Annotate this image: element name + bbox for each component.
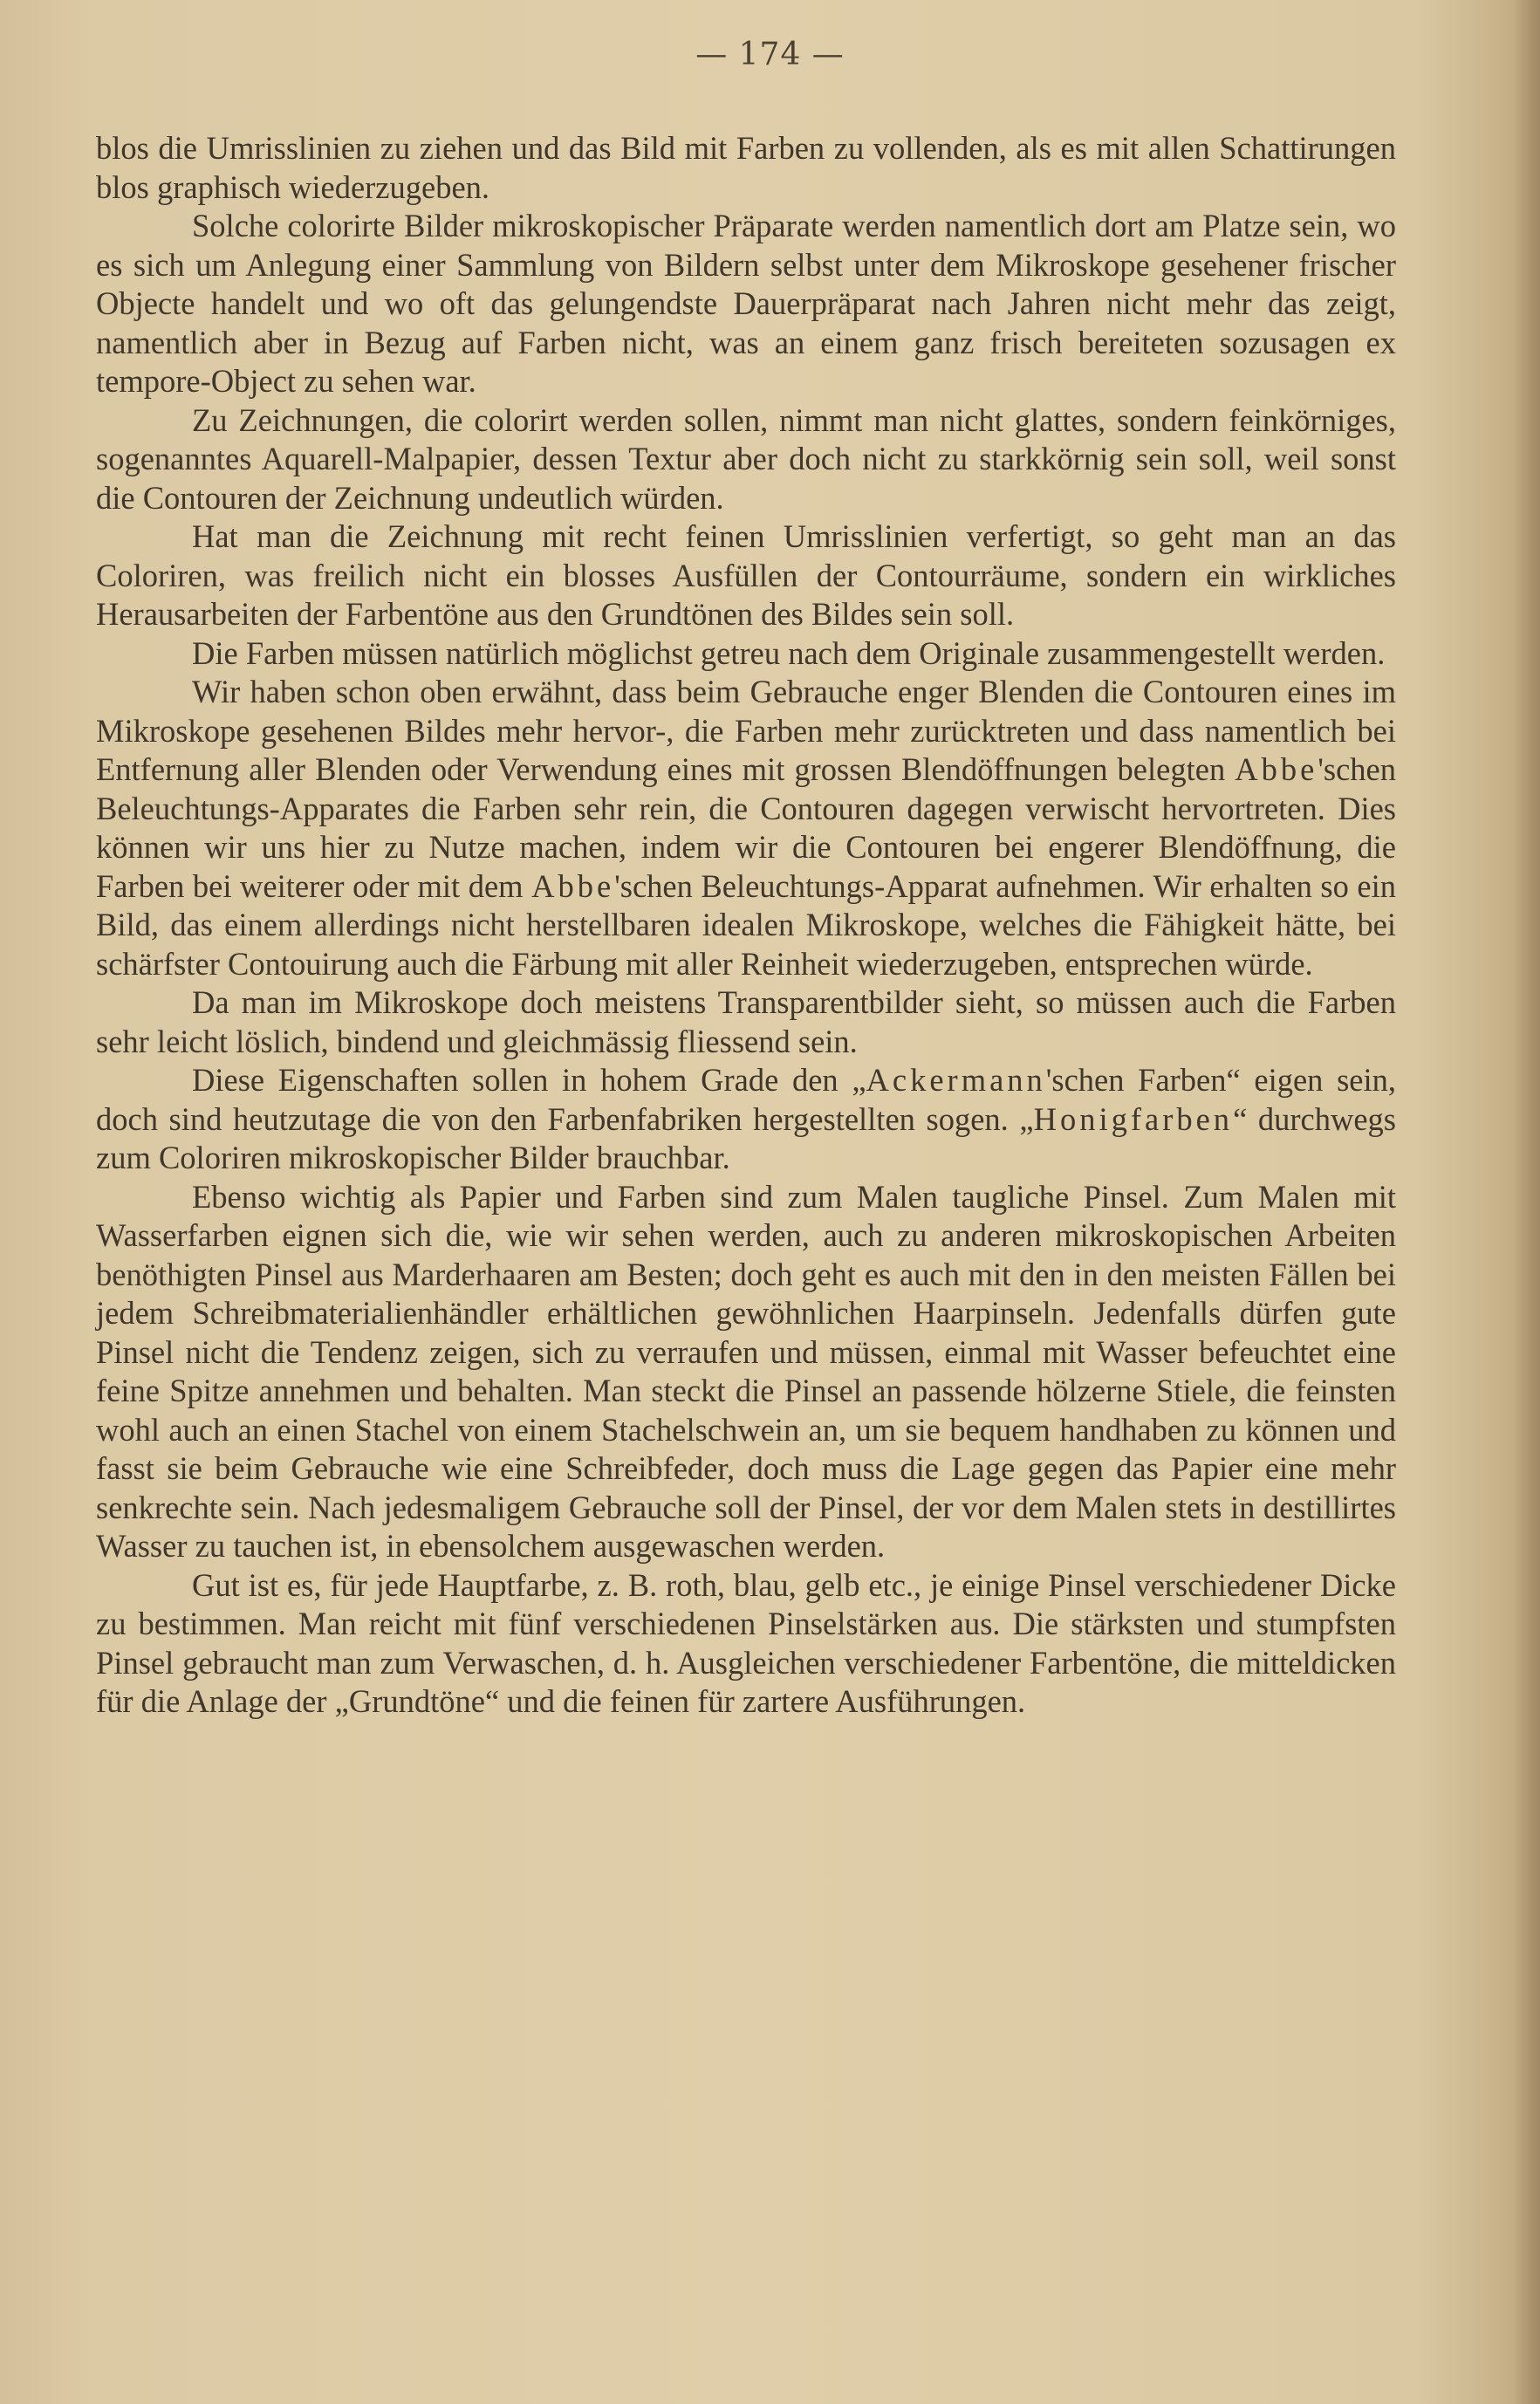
text-run: “ durchwegs zum Coloriren mikroskopischer Bilder brauchbar. [96, 1100, 1396, 1175]
paragraph: Die Farben müssen natürlich möglichst getreu nach dem Originale zusammengestellt werden. [192, 634, 1386, 671]
paragraph [96, 1061, 1396, 1178]
emphasized-term: Honigfarben [1033, 1100, 1234, 1137]
paragraph: Ebenso wichtig als Papier und Farben sind zum Malen taugliche Pinsel. Zum Malen mit Wasserfarben eignen sich die, wie wir sehen werden, auch zu anderen mikroskopischen Arbeiten benöthigten Pinsel aus Marderhaaren am Besten; doch geht es auch mit den in den meisten Fällen bei jedem Schreibmaterialienhändler erhältlichen gewöhnlichen Haarpinseln. Jedenfalls dürfen gute Pinsel nicht die Tendenz zeigen, sich zu verraufen und müssen, einmal mit Wasser befeuchtet eine feine Spitze annehmen und behalten. Man steckt die Pinsel an passende hölzerne Stiele, die feinsten wohl auch an einen Stachel von einem Stachelschwein an, um sie bequem handhaben zu können und fasst sie beim Gebrauche wie eine Schreibfeder, doch muss die Lage gegen das Papier eine mehr senkrechte sein. Nach jedesmaligem Gebrauche soll der Pinsel, der vor dem Malen stets in destillirtes Wasser zu tauchen ist, in ebensolchem ausgewaschen werden. [96, 1178, 1396, 1564]
paragraph: Solche colorirte Bilder mikroskopischer Präparate werden namentlich dort am Platze sein, wo es sich um Anlegung einer Sammlung von Bildern selbst unter dem Mikroskope gesehener frischer Objecte handelt und wo oft das gelungendste Dauerpräparat nach Jahren nicht mehr das zeigt, namentlich aber in Bezug auf Farben nicht, was an einem ganz frisch bereiteten sozusagen ex tempore-Object zu sehen war. [96, 208, 1396, 399]
text-run: Wir haben schon oben erwähnt, dass beim Gebrauche enger Blenden die Contouren eines im Mikroskope gesehenen Bildes mehr hervor-, die Farben mehr zurücktreten und dass namentlich bei Entfernung aller Blenden oder Verwendung eines mit grossen Blendöffnungen belegten [96, 674, 1396, 787]
emphasized-name: Ackermann [866, 1062, 1046, 1098]
page-number: — 174 — [695, 37, 845, 72]
paragraph: Da man im Mikroskope doch meistens Transparentbilder sieht, so müssen auch die Farben sehr leicht löslich, bindend und gleichmässig fliessend sein. [96, 984, 1396, 1059]
body-text [96, 129, 1396, 1722]
paragraph: blos die Umrisslinien zu ziehen und das Bild mit Farben zu vollenden, als es mit allen Schattirungen blos graphisch wiederzugeben. [96, 130, 1396, 205]
text-run: 'schen Beleuchtungs-Apparat aufnehmen. Wir erhalten so ein Bild, das einem allerdings nicht herstellbaren idealen Mikroskope, welches die Fähigkeit hätte, bei schärfster Contouirung auch die Färbung mit aller Reinheit wiederzugeben, entsprechen würde. [96, 867, 1396, 982]
text-run: 'schen Farben“ eigen sein, doch sind heutzutage die von den Farbenfabriken hergestellten sogen. „ [96, 1062, 1397, 1137]
emphasized-name: Abbe [531, 867, 615, 904]
paragraph [96, 673, 1396, 983]
emphasized-name: Abbe [1235, 751, 1318, 787]
paragraph: Zu Zeichnungen, die colorirt werden sollen, nimmt man nicht glattes, sondern feinkörniges, sogenanntes Aquarell-Malpapier, dessen Textur aber doch nicht zu starkkörnig sein soll, weil sonst die Contouren der Zeichnung undeutlich würden. [96, 401, 1396, 516]
text-run: Diese Eigenschaften sollen in hohem Grade den „ [192, 1062, 866, 1098]
paragraph: Gut ist es, für jede Hauptfarbe, z. B. roth, blau, gelb etc., je einige Pinsel verschiedener Dicke zu bestimmen. Man reicht mit fünf verschiedenen Pinselstärken aus. Die stärksten und stumpfsten Pinsel gebraucht man zum Verwaschen, d. h. Ausgleichen verschiedener Farbentöne, die mitteldicken für die Anlage der „Grundtöne“ und die feinen für zartere Ausführungen. [96, 1566, 1396, 1719]
page-edge-shadow [1514, 0, 1540, 2404]
paragraph: Hat man die Zeichnung mit recht feinen Umrisslinien verfertigt, so geht man an das Coloriren, was freilich nicht ein blosses Ausfüllen der Contourräume, sondern ein wirkliches Herausarbeiten der Farbentöne aus den Grundtönen des Bildes sein soll. [96, 518, 1396, 632]
text-run: 'schen Beleuchtungs-Apparates die Farben sehr rein, die Contouren dagegen verwischt hervortreten. Dies können wir uns hier zu Nutze machen, indem wir die Contouren bei engerer Blendöffnung, die Farben bei weiterer oder mit dem [96, 751, 1396, 904]
